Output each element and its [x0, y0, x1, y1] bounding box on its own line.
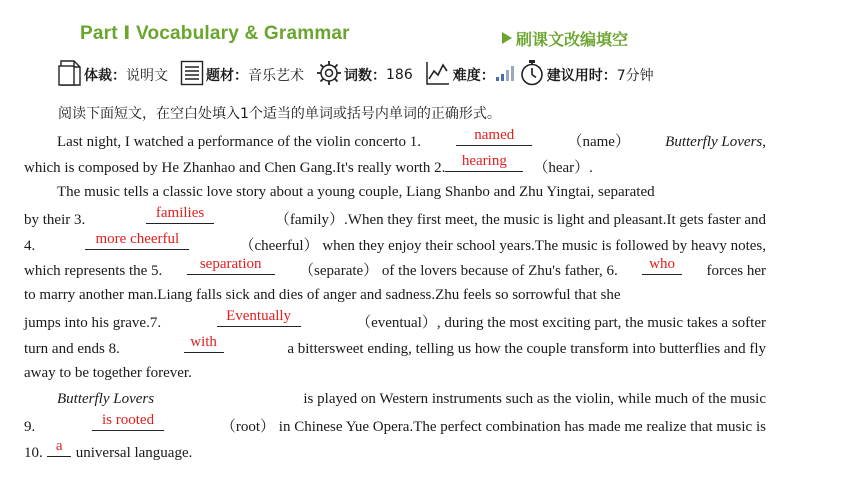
passage [24, 128, 766, 465]
passage-line [24, 154, 766, 180]
passage-line [24, 206, 766, 232]
words-key: 词数： [344, 68, 386, 84]
text: The music tells a classic love story about a young couple, Liang Shanbo and Zhu Yingtai, separated [57, 183, 655, 200]
signal-icon [495, 64, 517, 86]
text: （eventual）, during the most exciting part, the music takes a softer [356, 315, 766, 332]
passage-line [24, 439, 766, 465]
topic-key: 题材： [206, 68, 248, 84]
instruction: 阅读下面短文，在空白处填入1个适当的单词或括号内单词的正确形式。 [58, 106, 501, 122]
genre-value: 说明文 [126, 68, 168, 84]
gear-icon [316, 60, 342, 90]
document-icon [58, 60, 82, 90]
text: which represents the 5. [24, 263, 163, 280]
text: forces her [706, 263, 766, 280]
text: to marry another man.Liang falls sick and dies of anger and sadness.Zhu feels so sorrowful that she [24, 287, 621, 304]
blank-9[interactable] [92, 413, 164, 431]
passage-line [24, 128, 766, 154]
answer-8: with [190, 334, 217, 351]
play-triangle-icon [502, 32, 512, 44]
text: turn and ends 8. [24, 341, 120, 358]
text: Butterfly Lovers [665, 134, 763, 150]
text: （hear）. [533, 159, 593, 176]
text: （separate） of the lovers because of Zhu's father, 6. [299, 263, 618, 280]
genre-key: 体裁： [84, 68, 126, 84]
text: away to be together forever. [24, 365, 192, 382]
meta-bar [58, 58, 666, 92]
blank-8[interactable] [184, 335, 224, 353]
text: by their 3. [24, 211, 86, 228]
text: 4. [24, 237, 36, 254]
section-label-text: 刷课文改编填空 [516, 30, 629, 49]
text: Butterfly Lovers [57, 390, 155, 407]
text: is played on Western instruments such as the violin, while much of the music [303, 390, 766, 407]
text: a bittersweet ending, telling us how the couple transform into butterflies and fly [287, 341, 766, 358]
list-icon [180, 60, 204, 90]
words-value: 186 [386, 67, 413, 83]
text: 10. [24, 444, 43, 461]
blank-1[interactable] [456, 128, 532, 146]
text: jumps into his grave.7. [24, 315, 162, 332]
time-key: 建议用时： [546, 68, 617, 84]
time-value: 7分钟 [616, 68, 654, 84]
answer-2: hearing [461, 152, 507, 169]
blank-4[interactable] [85, 232, 189, 250]
part-title: Part Ⅰ Vocabulary & Grammar [80, 23, 350, 44]
answer-3: families [155, 204, 205, 221]
difficulty-key: 难度： [452, 68, 495, 84]
answer-4: more cheerful [95, 230, 180, 247]
answer-5: separation [199, 256, 262, 273]
text: （name） [567, 134, 630, 150]
section-label [502, 27, 628, 50]
text: Last night, I watched a performance of the violin concerto 1. [57, 134, 422, 150]
blank-2[interactable] [445, 154, 523, 172]
passage-line [24, 180, 766, 206]
passage-line [24, 361, 766, 387]
blank-7[interactable] [217, 309, 301, 327]
answer-1: named [474, 127, 515, 143]
passage-line [24, 335, 766, 361]
text: which is composed by He Zhanhao and Chen Gang.It's really worth 2. [24, 159, 446, 176]
blank-6[interactable] [642, 257, 682, 275]
text: （cheerful） when they enjoy their school years.The music is followed by heavy notes, [239, 237, 766, 254]
blank-10[interactable] [47, 439, 71, 457]
blank-3[interactable] [146, 206, 214, 224]
topic-value: 音乐艺术 [248, 68, 304, 84]
text: （family）.When they first meet, the music is light and pleasant.It gets faster and [274, 211, 766, 228]
stopwatch-icon [519, 59, 545, 91]
passage-line [24, 387, 766, 413]
text: 9. [24, 418, 36, 435]
answer-6: who [649, 256, 675, 273]
passage-line [24, 413, 766, 439]
chart-icon [425, 60, 451, 90]
answer-7: Eventually [226, 308, 292, 325]
text: , [762, 134, 766, 150]
passage-line [24, 309, 766, 335]
passage-line [24, 232, 766, 258]
passage-line [24, 257, 766, 283]
answer-9: is rooted [102, 411, 155, 428]
blank-5[interactable] [187, 257, 275, 275]
answer-10: a [55, 437, 63, 454]
text: （root） in Chinese Yue Opera.The perfect combination has made me realize that music is [220, 418, 766, 435]
text: universal language. [75, 444, 193, 461]
passage-line [24, 283, 766, 309]
